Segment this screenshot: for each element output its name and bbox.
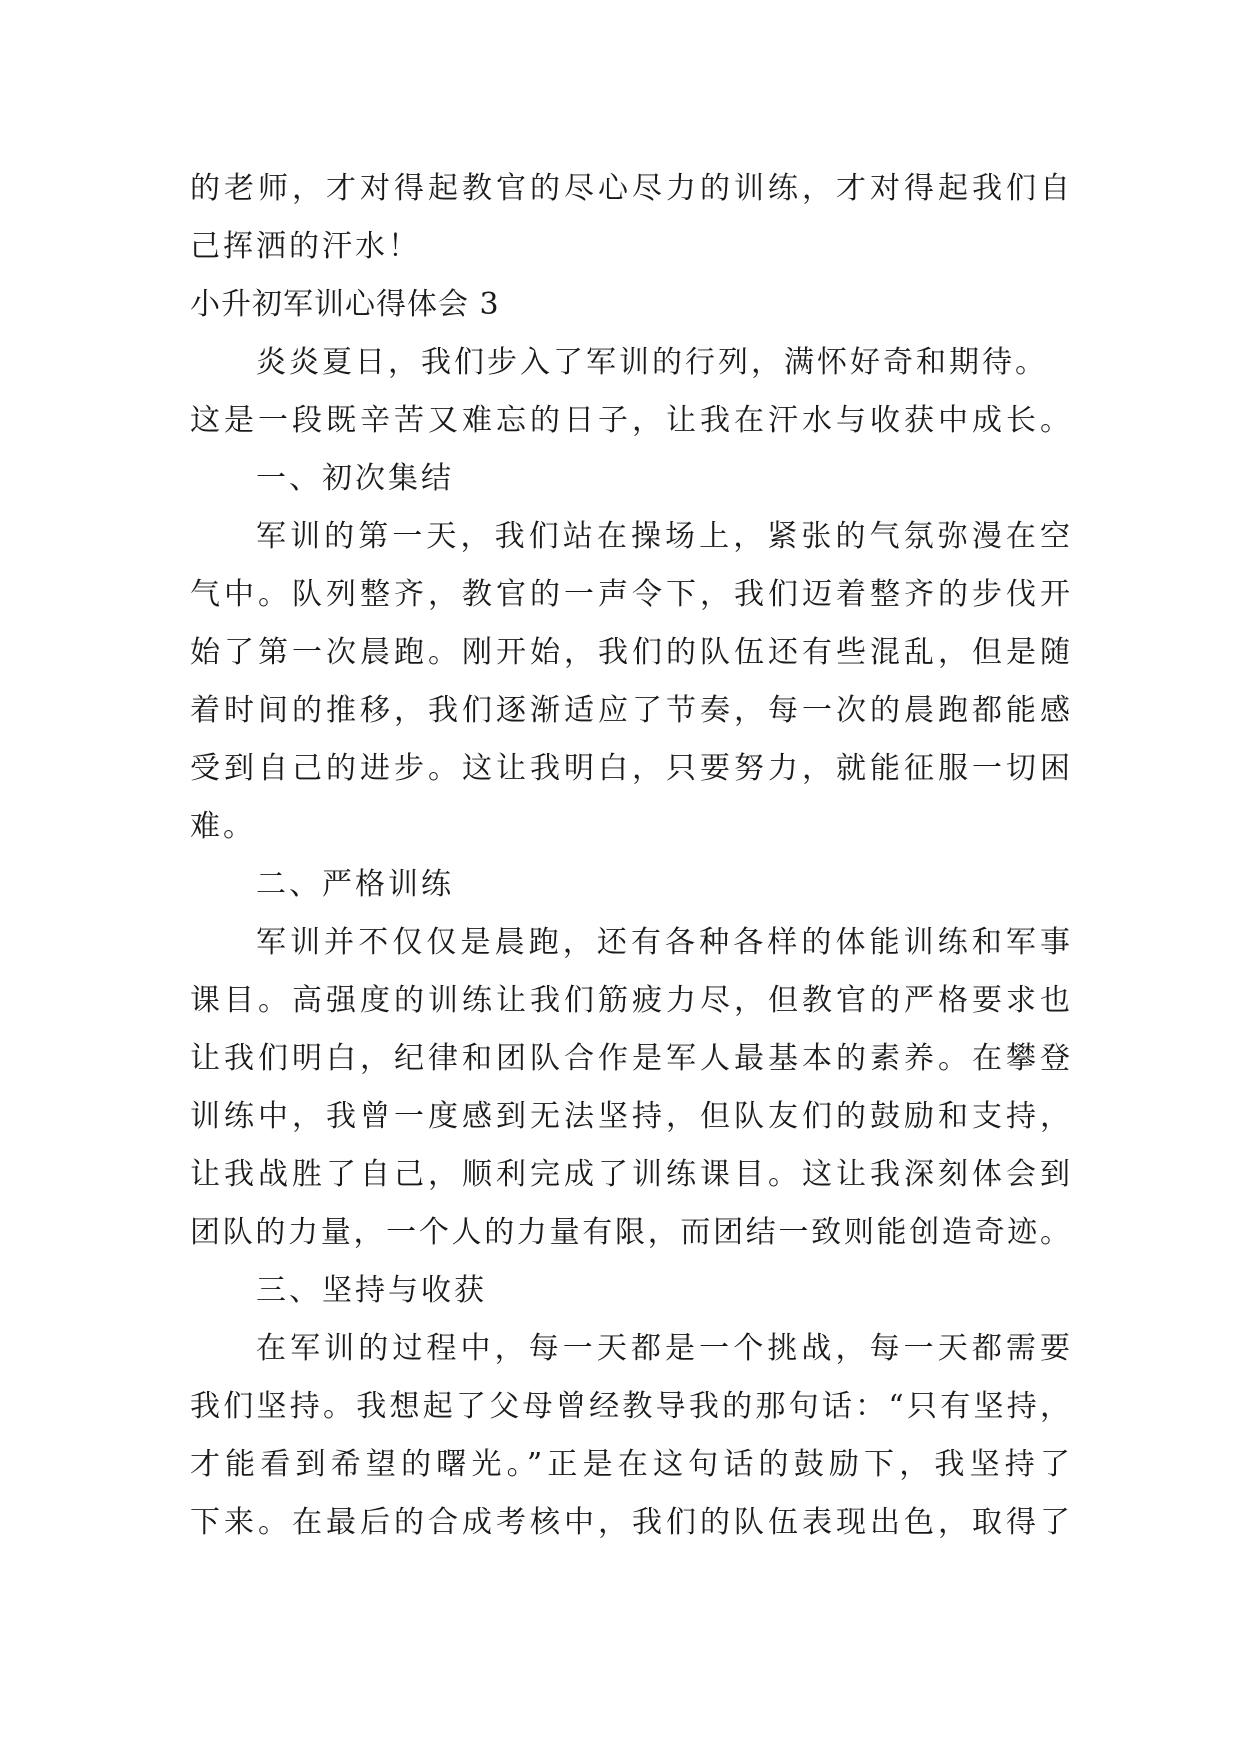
section-heading: 三、坚持与收获 — [256, 1273, 487, 1308]
paragraph-line: 训练中，我曾一度感到无法坚持，但队友们的鼓励和支持， — [190, 1099, 1070, 1134]
section-heading: 一、初次集结 — [256, 461, 454, 496]
section-title: 小升初军训心得体会 3 — [190, 287, 500, 322]
paragraph-line: 课目。高强度的训练让我们筋疲力尽，但教官的严格要求也 — [190, 983, 1070, 1018]
paragraph-line: 受到自己的进步。这让我明白，只要努力，就能征服一切困 — [190, 751, 1070, 786]
paragraph-line: 始了第一次晨跑。刚开始，我们的队伍还有些混乱，但是随 — [190, 635, 1070, 670]
paragraph-line: 才能看到希望的曙光。”正是在这句话的鼓励下，我坚持了 — [190, 1447, 1070, 1482]
paragraph-line: 在军训的过程中，每一天都是一个挑战，每一天都需要 — [256, 1331, 1070, 1366]
paragraph-line: 军训的第一天，我们站在操场上，紧张的气氛弥漫在空 — [256, 519, 1070, 554]
section-heading: 二、严格训练 — [256, 867, 454, 902]
carryover-line: 己挥洒的汗水！ — [190, 229, 421, 264]
paragraph-line: 难。 — [190, 809, 256, 844]
paragraph-line: 下来。在最后的合成考核中，我们的队伍表现出色，取得了 — [190, 1505, 1070, 1540]
paragraph-line: 气中。队列整齐，教官的一声令下，我们迈着整齐的步伐开 — [190, 577, 1070, 612]
paragraph-line: 团队的力量，一个人的力量有限，而团结一致则能创造奇迹。 — [190, 1215, 1070, 1250]
paragraph-line: 我们坚持。我想起了父母曾经教导我的那句话：“只有坚持， — [190, 1389, 1070, 1424]
document-body — [190, 160, 1070, 1552]
intro-line: 这是一段既辛苦又难忘的日子，让我在汗水与收获中成长。 — [190, 403, 1070, 438]
paragraph-line: 军训并不仅仅是晨跑，还有各种各样的体能训练和军事 — [256, 925, 1070, 960]
intro-line: 炎炎夏日，我们步入了军训的行列，满怀好奇和期待。 — [256, 345, 1048, 380]
paragraph-line: 着时间的推移，我们逐渐适应了节奏，每一次的晨跑都能感 — [190, 693, 1070, 728]
carryover-line: 的老师，才对得起教官的尽心尽力的训练，才对得起我们自 — [190, 171, 1070, 206]
paragraph-line: 让我们明白，纪律和团队合作是军人最基本的素养。在攀登 — [190, 1041, 1070, 1076]
paragraph-line: 让我战胜了自己，顺利完成了训练课目。这让我深刻体会到 — [190, 1157, 1070, 1192]
